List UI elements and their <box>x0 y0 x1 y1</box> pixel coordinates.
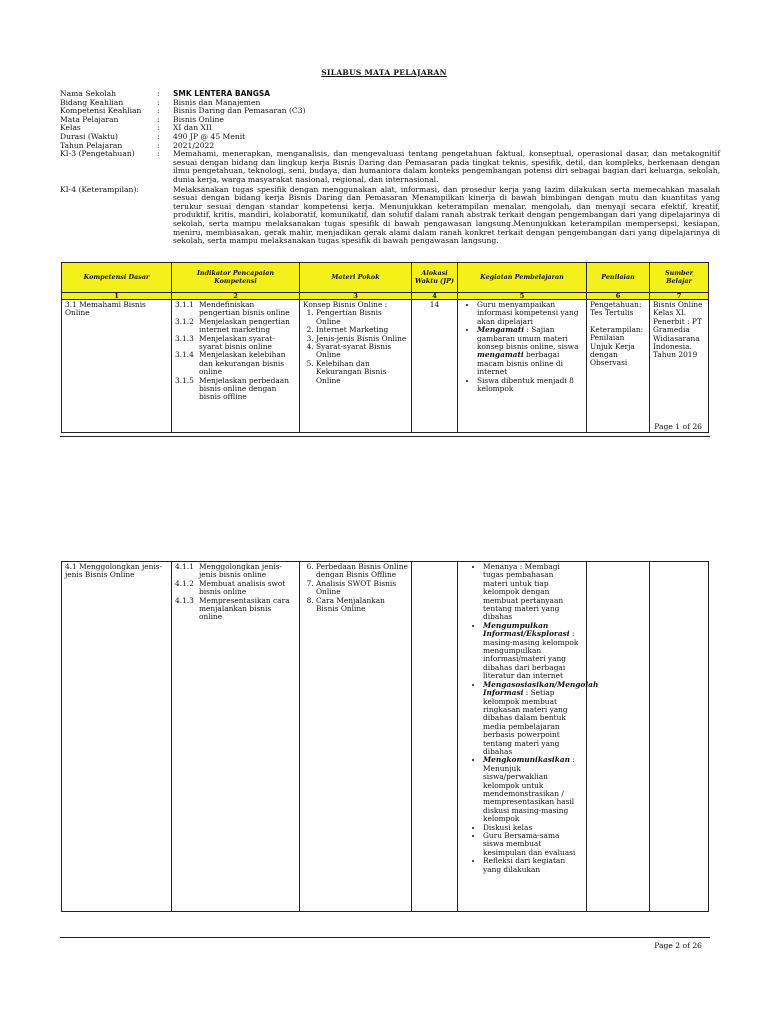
indicator-item <box>175 351 296 376</box>
column-number: 3 <box>300 293 412 300</box>
header-indikator: Indikator Pencapaian Kompetensi <box>172 263 300 293</box>
penilaian-line: Penilaian Unjuk Kerja dengan Observasi <box>590 333 635 368</box>
materi-title: Konsep Bisnis Online : <box>303 300 388 309</box>
activity-text: berbagai macam bisnis online di internet <box>477 350 563 377</box>
indicator-number: 3.1.3 <box>175 333 194 343</box>
indicator-item <box>175 377 296 402</box>
indicator-text: Menjelaskan kelebihan dan kekurangan bisnis online <box>199 350 286 377</box>
meta-value: Bisnis dan Manajemen <box>173 97 261 107</box>
list-item: 6. Perbedaan Bisnis Online dengan Bisnis Offline <box>316 563 408 580</box>
header-kd: Kompetensi Dasar <box>62 263 172 293</box>
indicator-text: Menjelaskan syarat-syarat bisnis online <box>199 333 275 352</box>
footer-rule <box>60 436 710 437</box>
table-row <box>62 300 709 433</box>
meta-value: Memahami, menerapkan, menganalisis, dan mengevaluasi tentang pengetahuan faktual, konseptual, operasional dasar, dan metakognitif sesuai dengan bidang dan lingkup kerja Bisnis Daring dan Pemasaran pada tingkat teknis, spesifik, detil, dan kompleks, berkenaan dengan ilmu pengetahuan, teknologi, seni, budaya, dan humaniora dalam konteks pengembangan potensi diri sebagai bagian dari keluarga, sekolah, dunia kerja, warga masyarakat nasional, regional, dan internasional. <box>173 149 720 184</box>
indicator-item <box>175 318 296 335</box>
meta-colon: : <box>157 114 160 124</box>
meta-value: Bisnis Daring dan Pemasaran (C3) <box>173 106 306 116</box>
indicator-text: Mempresentasikan cara menjalankan bisnis online <box>199 595 290 622</box>
list-item: 5. Kelebihan dan Kekurangan Bisnis Online <box>316 360 408 385</box>
column-number: 7 <box>650 293 709 300</box>
list-item: 2. Internet Marketing <box>316 326 408 334</box>
activity-text: Refleksi dari kegiatan yang dilakukan <box>483 856 566 874</box>
meta-colon: : <box>157 131 160 141</box>
column-number: 6 <box>587 293 650 300</box>
page-2 <box>0 470 768 1024</box>
meta-colon: : <box>157 140 160 150</box>
list-item: • Guru menyampaikan informasi kompetensi yang akan dipelajari <box>477 301 583 326</box>
materi-list <box>303 563 408 613</box>
footer-rule <box>60 937 710 938</box>
meta-value: Bisnis Online <box>173 114 224 124</box>
cell-kegiatan <box>458 562 599 912</box>
indicator-item <box>175 580 296 597</box>
meta-colon: : <box>157 123 160 133</box>
cell-materi <box>300 300 412 433</box>
list-item: 7. Analisis SWOT Bisnis Online <box>316 580 408 597</box>
meta-colon: : <box>157 97 160 107</box>
activity-text: : masing-masing kelompok mengumpulkan informasi/materi yang dibahas dari berbagai literatur dan internet <box>483 629 579 681</box>
indicator-number: 3.1.4 <box>175 350 194 360</box>
indicator-item <box>175 597 296 622</box>
activity-label: Mengkomunikasikan <box>483 755 571 765</box>
meta-label: Bidang Keahlian <box>60 97 124 107</box>
meta-label: KI-4 (Keterampilan): <box>60 184 139 194</box>
page-1 <box>0 0 768 470</box>
meta-label: Mata Pelajaran <box>60 114 119 124</box>
activity-label: Mengasosiasikan/Mengolah Informasi <box>483 679 599 698</box>
header-kegiatan: Kegiatan Pembelajaran <box>458 263 587 293</box>
cell-kegiatan <box>458 300 587 433</box>
meta-value: SMK LENTERA BANGSA <box>173 89 271 98</box>
cell-alokasi <box>412 562 458 912</box>
list-item <box>483 622 579 681</box>
indicator-number: 4.1.3 <box>175 595 194 605</box>
list-item: 4. Syarat-syarat Bisnis Online <box>316 343 408 360</box>
meta-colon: : <box>157 106 160 116</box>
cell-indikator <box>172 300 300 433</box>
document-title: SILABUS MATA PELAJARAN <box>321 68 447 77</box>
list-item <box>483 756 579 823</box>
list-item <box>483 563 579 622</box>
meta-row-ki3 <box>60 150 720 184</box>
indicator-number: 4.1.1 <box>175 562 194 571</box>
list-item: 1. Pengertian Bisnis Online <box>316 309 408 326</box>
indicator-number: 3.1.2 <box>175 316 194 326</box>
meta-label: KI-3 (Pengetahuan) <box>60 149 135 159</box>
syllabus-table-continued <box>61 561 709 912</box>
indicator-text: Menjelaskan perbedaan bisnis online dengan bisnis offline <box>199 375 289 402</box>
meta-value: Melaksanakan tugas spesifik dengan menggunakan alat, informasi, dan prosedur kerja yang lazim dilakukan serta memecahkan masalah sesuai dengan bidang kerja Bisnis Daring dan Pemasaran Menampilkan kinerja di bawah bimbingan dengan mutu dan kuantitas yang terukur sesuai dengan standar kompetensi kerja. Menunjukkan keterampilan menalar, mengolah, dan menyaji secara efektif, kreatif, produktif, kritis, mandiri, kolaboratif, komunikatif, dan solutif dalam ranah abstrak terkait dengan pengembangan dari yang dipelajarinya di sekolah, serta mampu melaksanakan tugas spesifik di bawah pengawasan langsung.Menunjukkan keterampilan mempersepsi, kesiapan, meniru, membiasakan, gerak mahir, menjadikan gerak alami dalam ranah konkret terkait dengan pengembangan dari yang dipelajarinya di sekolah, serta mampu melaksanakan tugas spesifik di bawah pengawasan langsung. <box>173 184 720 246</box>
meta-value: 490 JP @ 45 Menit <box>173 131 246 141</box>
penilaian-line: Tes Tertulis <box>590 308 634 318</box>
cell-materi <box>300 562 412 912</box>
list-item <box>483 832 579 857</box>
cell-sumber: Bisnis Online Kelas XI. Penerbit : PT Gramedia Widiasarana Indonesia. Tahun 2019 <box>650 300 709 433</box>
list-item: • Siswa dibentuk menjadi 8 kelompok <box>477 377 583 394</box>
cell-kd: 4.1 Menggolongkan jenis-jenis Bisnis Online <box>62 562 172 912</box>
activity-text: Menanya : Membagi tugas pembahasan materi untuk tiap kelompok dengan membuat pertanyaan tentang materi yang dibahas <box>483 562 564 622</box>
indicator-item <box>175 301 296 318</box>
meta-label: Durasi (Waktu) <box>60 131 119 141</box>
indicator-text: Menggolongkan jenis-jenis bisnis online <box>199 562 282 580</box>
cell-penilaian <box>587 562 650 912</box>
meta-colon: : <box>157 149 160 159</box>
header-materi: Materi Pokok <box>300 263 412 293</box>
cell-indikator <box>172 562 300 912</box>
header-alokasi: Alokasi Waktu (JP) <box>412 263 458 293</box>
indicator-item <box>175 563 296 580</box>
materi-list <box>303 309 408 385</box>
meta-label: Kompetensi Keahlian <box>60 106 142 116</box>
activity-text: Guru Bersama-sama siswa membuat kesimpulan dan evaluasi <box>483 831 576 857</box>
indicator-item <box>175 335 296 352</box>
cell-penilaian <box>587 300 650 433</box>
list-item <box>483 857 579 874</box>
syllabus-table <box>61 262 709 433</box>
activity-text: : Sajian gambaran umum materi konsep bisnis online, siswa <box>477 325 579 352</box>
kegiatan-list <box>461 301 583 393</box>
page-number: Page 1 of 26 <box>654 422 702 431</box>
indicator-number: 3.1.1 <box>175 300 194 309</box>
list-item: 3. Jenis-jenis Bisnis Online <box>316 335 408 343</box>
header-penilaian: Penilaian <box>587 263 650 293</box>
column-number: 1 <box>62 293 172 300</box>
list-item: 8. Cara Menjalankan Bisnis Online <box>316 597 408 614</box>
meta-label: Kelas <box>60 123 81 133</box>
indicator-number: 3.1.5 <box>175 375 194 385</box>
indicator-text: Membuat analisis swot bisnis online <box>199 578 286 597</box>
indicator-text: Menjelaskan pengertian internet marketing <box>199 316 290 335</box>
meta-label: Nama Sekolah <box>60 89 117 98</box>
table-header-row <box>62 263 709 293</box>
cell-alokasi: 14 <box>412 300 458 433</box>
penilaian-line: Pengetahuan: <box>590 300 642 309</box>
activity-emphasis: mengamati <box>477 350 524 360</box>
activity-text: : Setiap kelompok membuat ringkasan materi yang dibahas dalam bentuk media pembelajaran berbasis powerpoint tentang materi yang dibahas <box>483 688 568 756</box>
meta-colon <box>157 186 173 246</box>
meta-value: XI dan XII <box>173 123 212 133</box>
syllabus-meta <box>60 90 720 246</box>
column-number: 4 <box>412 293 458 300</box>
table-number-row <box>62 293 709 300</box>
penilaian-line: Keterampilan: <box>590 324 644 334</box>
page-number: Page 2 of 26 <box>654 941 702 950</box>
activity-text: : Menunjuk siswa/perwaklian kelompok untuk mendemonstrasikan / mempresentasikan hasil diskusi masing-masing kelompok <box>483 755 575 824</box>
activity-label: Mengamati <box>477 325 525 335</box>
meta-label: Tahun Pelajaran <box>60 140 123 150</box>
meta-row-ki4 <box>60 186 720 246</box>
header-sumber: Sumber Belajar <box>650 263 709 293</box>
indicator-text: Mendefiniskan pengertian bisnis online <box>199 300 290 318</box>
list-item <box>477 326 583 376</box>
indicator-number: 4.1.2 <box>175 578 194 588</box>
table-row <box>62 562 709 912</box>
cell-sumber <box>650 562 709 912</box>
activity-text: Diskusi kelas <box>483 822 533 832</box>
meta-colon: : <box>157 89 160 98</box>
column-number: 2 <box>172 293 300 300</box>
column-number: 5 <box>458 293 587 300</box>
activity-label: Mengumpulkan Informasi/Eksplorasi <box>483 620 570 639</box>
meta-value: 2021/2022 <box>173 140 215 150</box>
list-item <box>483 679 599 757</box>
kegiatan-list <box>461 562 599 874</box>
cell-kd: 3.1 Memahami Bisnis Online <box>62 300 172 433</box>
